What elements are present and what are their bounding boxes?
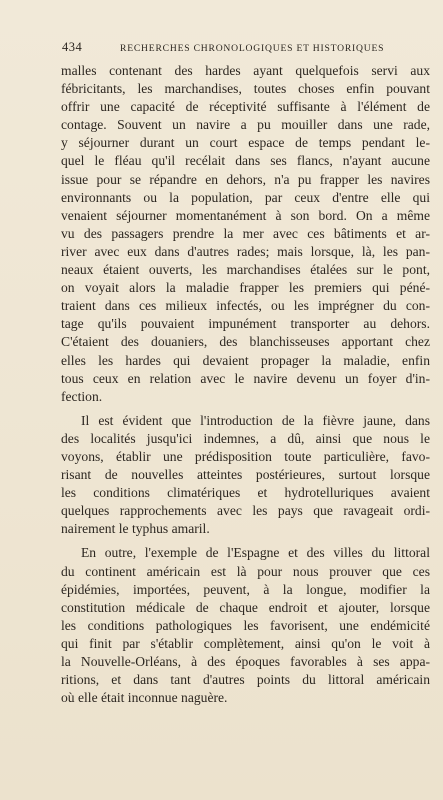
body-text: [61, 62, 430, 707]
text-line: offrir une capacité de réceptivité suffisante à l'élément de: [61, 99, 430, 115]
text-line: elles les hardes qui devaient propager la maladie, enfin: [61, 352, 430, 368]
text-line: contage. Souvent un navire a pu mouiller dans une rade,: [61, 117, 430, 133]
text-line: où elle était inconnue naguère.: [61, 690, 228, 706]
text-line: vu des passagers prendre la mer avec ces bâtiments et ar-: [61, 225, 430, 241]
text-line: neaux étaient ouverts, les marchandises étalées sur le pont,: [61, 262, 430, 278]
text-line: constitution médicale de chaque endroit et ajouter, lorsque: [61, 599, 430, 615]
text-line: ritions, et dans tant d'autres points du littoral américain: [61, 672, 430, 688]
page-header: [62, 40, 425, 58]
text-line: les conditions climatériques et hydrotelluriques avaient: [61, 485, 430, 501]
text-line: tous ceux en relation avec le navire devenu un foyer d'in-: [61, 370, 430, 386]
text-line: la Nouvelle-Orléans, à des époques favorables à ses appa-: [61, 654, 430, 669]
page-number: 434: [62, 40, 83, 54]
paragraph-3: [61, 544, 430, 707]
text-line: quelques rapprochements avec les pays que ravageait ordi-: [61, 503, 430, 519]
text-line: nairement le typhus amaril.: [61, 521, 210, 537]
text-line: du continent américain est là pour nous prouver que ces: [61, 563, 430, 579]
text-line: environnants ou la population, par ceux d'entre elle qui: [61, 189, 430, 205]
text-line: on voyait alors la maladie frapper les premiers qui péné-: [61, 280, 430, 296]
text-line: venaient séjourner momentanément à son bord. On a même: [61, 207, 430, 223]
text-line: voyons, établir une prédisposition toute particulière, favo-: [61, 448, 430, 464]
paragraph-1: [61, 62, 430, 406]
text-line: risant de nouvelles atteintes postérieures, surtout lorsque: [61, 467, 430, 483]
text-line: épidémies, importées, peuvent, à la longue, modifier la: [61, 581, 430, 597]
text-line: En outre, l'exemple de l'Espagne et des villes du littoral: [81, 545, 430, 561]
text-line: quel le fléau qu'il recélait dans ses flancs, n'ayant aucune: [61, 153, 430, 169]
text-line: river avec eux dans d'autres rades; mais lorsque, là, les pan-: [61, 243, 430, 259]
text-line: fébricitants, les marchandises, toutes choses enfin pouvant: [61, 81, 430, 97]
running-title: RECHERCHES CHRONOLOGIQUES ET HISTORIQUES: [120, 43, 385, 54]
text-line: des localités jusqu'ici indemnes, a dû, ainsi que nous le: [61, 430, 430, 446]
text-line: qui finit par s'établir complètement, ainsi qu'on le voit à: [61, 635, 430, 651]
paragraph-2: [61, 412, 430, 539]
text-line: issue pour se répandre en dehors, n'a pu frapper les navires: [61, 171, 430, 187]
text-line: malles contenant des hardes ayant quelquefois servi aux: [61, 63, 430, 78]
text-line: Il est évident que l'introduction de la fièvre jaune, dans: [81, 412, 430, 428]
text-line: traient dans ces milieux infectés, ou les imprégner du con-: [61, 298, 430, 314]
text-line: les conditions pathologiques les favorisent, une endémicité: [61, 617, 430, 633]
text-line: fection.: [61, 388, 103, 404]
text-line: C'étaient des douaniers, des blanchisseuses apportant chez: [61, 334, 430, 350]
text-line: tage qu'ils pouvaient impunément transporter au dehors.: [61, 316, 430, 332]
text-line: y séjourner durant un court espace de temps pendant le-: [61, 135, 430, 151]
